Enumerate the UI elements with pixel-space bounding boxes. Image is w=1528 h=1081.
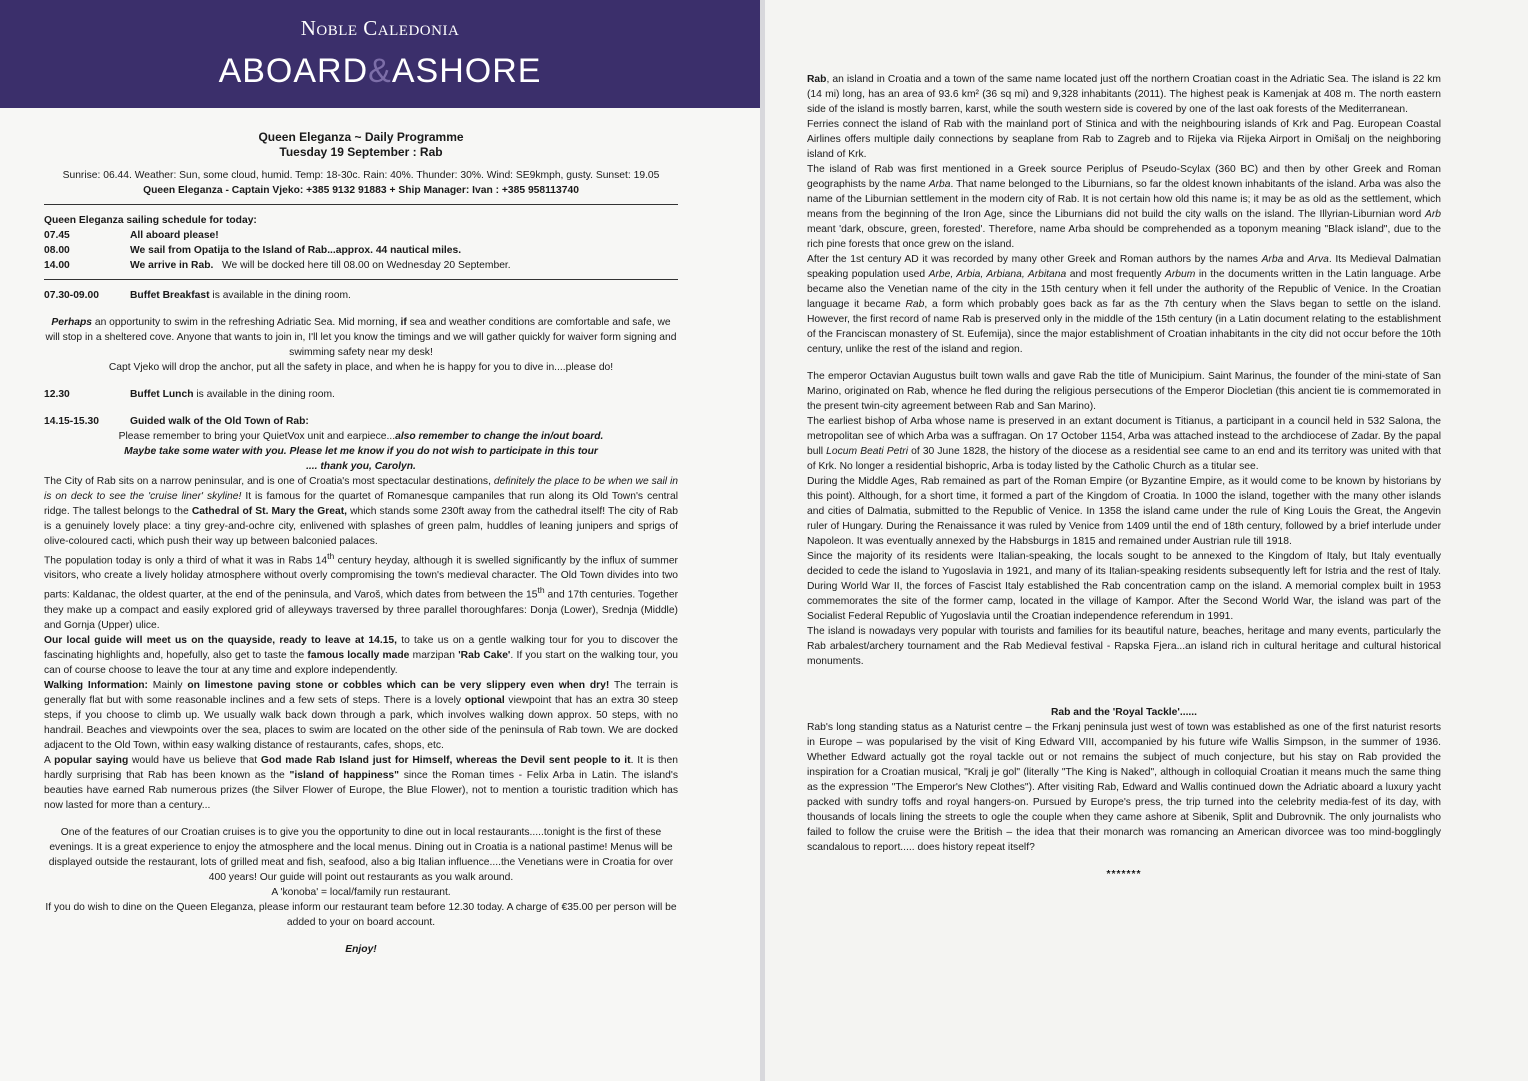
walk-water-note: Maybe take some water with you. Please let me know if you do not wish to participate in this tour bbox=[124, 446, 598, 457]
konoba-note: A 'konoba' = local/family run restaurant. bbox=[271, 886, 451, 898]
anchor-note: Capt Vjeko will drop the anchor, put all the safety in place, and when he is happy for you to dive in....please do! bbox=[108, 362, 614, 373]
latin-names-paragraph: After the 1st century AD it was recorded by many other Greek and Roman authors by the names Arba and Arva. Its Medieval Dalmatian speaking population used Arbe, Arbia, Arbiana, Arbitana and most frequently Arbum in the documents written in the Latin language. Arbe became also the Venetian name of the city in the 15th century when it fell under the authority of the Republic of Venice. In the Croatian language it became Rab, a form which probably goes back as far as the 7th century when the Slavs began to settle on the island. However, the first record of name Rab is preserved only in the middle of the 15th century (in a Latin document relating to the establishment of the Franciscan monastery of St. Eufemija), since the major establishment of Croatian inhabitants in the city did not occur before the 10th century, unlike the rest of the island and region. bbox=[807, 254, 1442, 355]
ferries-paragraph: Ferries connect the island of Rab with the mainland port of Stinica and with the neighbouring islands of Krk and Pag. European Coastal Airlines offers multiple daily connections by seaplane from Rab to Zagreb and to Rijeka via Rijeka Airport in Omišalj on the neighboring island of Krk. bbox=[807, 119, 1441, 160]
masthead-title: ABOARD&ASHORE bbox=[218, 52, 542, 90]
sailing-heading: Queen Eleganza sailing schedule for today: bbox=[44, 215, 257, 226]
right-content bbox=[807, 72, 1441, 882]
onboard-dining-note: If you do wish to dine on the Queen Eleganza, please inform our restaurant team before 12.30 today. A charge of €35.00 per person will be added to your on board account. bbox=[45, 901, 677, 928]
brand-name: Noble Caledonia bbox=[300, 16, 460, 40]
tourism-paragraph: The island is nowadays very popular with tourists and families for its beautiful nature, beaches, heritage and many events, particularly the Rab arbalest/archery tournament and the Rab Medieval festival - Rapska Fjera...an island rich in cultural heritage and cultural historical monuments. bbox=[807, 626, 1441, 667]
schedule-row: 14.00 We arrive in Rab. We will be docked here till 08.00 on Wednesday 20 September. bbox=[44, 260, 511, 271]
schedule-row: 08.00 We sail from Opatija to the Island of Rab...approx. 44 nautical miles. bbox=[44, 245, 462, 256]
left-page bbox=[0, 0, 760, 1081]
royal-tackle-paragraph: Rab's long standing status as a Naturist centre – the Frkanj peninsula just west of town was established as one of the first naturist resorts in Europe – was popularised by the visit of King Edward VIII, accompanied by his future wife Wallis Simpson, in the summer of 1936. Whether Edward actually got the royal tackle out or not remains the subject of much conjecture, but his stay on Rab provided the inspiration for a Croatian musical, "Kralj je gol" (literally "The King is Naked", although in colloquial Croatian it means much the same thing as the expression "The Emperor's New Clothes"). After visiting Rab, Edward and Wallis continued down the Adriatic aboard a luxury yacht packed with sundry toffs and royal hangers-on. Pursued by Europe's press, the trip turned into the celebrity media-fest of its day, with thousands of locals lining the streets to ogle the couple when they came ashore at Sibenik, Split and Dubrovnik. The only journalists who failed to follow the cruise were the British – the idea that their monarch was romancing an American divorcee was too mind-bogglingly scandalous to report..... does history repeat itself? bbox=[807, 722, 1441, 853]
rab-intro-paragraph: Rab, an island in Croatia and a town of the same name located just off the northern Croatian coast in the Adriatic Sea. The island is 22 km (14 mi) long, has an area of 93.6 km² (36 sq mi) and 9,328 inhabitants (2011). The highest peak is Kamenjak at 408 m. The north eastern side of the island is mostly barren, karst, while the south western side is covered by one of the last oak forests of the Mediterranean. bbox=[807, 74, 1441, 115]
weather-line: Sunrise: 06.44. Weather: Sun, some cloud, humid. Temp: 18-30c. Rain: 40%. Thunder: 30%. Wind: SE9kmph, gusty. Sunset: 19.05 bbox=[62, 170, 660, 181]
lunch-row: 12.30 Buffet Lunch is available in the dining room. bbox=[44, 389, 335, 400]
guide-paragraph: Our local guide will meet us on the quayside, ready to leave at 14.15, to take us on a gentle walking tour for you to discover the fascinating highlights and, hopefully, also get to taste the famous locally made marzipan 'Rab Cake'. If you start on the walking tour, you can of course choose to leave the tour at any time and explore independently. bbox=[44, 634, 679, 676]
end-stars: ******* bbox=[1106, 869, 1142, 880]
saying-paragraph: A popular saying would have us believe that God made Rab Island just for Himself, whereas the Devil sent people to it. It is then hardly surprising that Rab has been known as the "island of happiness" since the Roman times - Felix Arba in Latin. The island's beauties have earned Rab numerous prizes (the Silver Flower of Europe, the Blue Flower), not to mention a touristic tradition which has now lasted for more than a century... bbox=[44, 754, 678, 811]
left-content bbox=[44, 130, 678, 957]
walking-info-paragraph: Walking Information: Mainly on limestone paving stone or cobbles which can be very slippery even when dry! The terrain is generally flat but with some reasonable inclines and a few sets of steps. There is a lovely optional viewpoint that has an extra 30 steep steps, if you choose to climb up. We usually walk back down through a park, which involves walking down approx. 50 steps, with no handrail. Beaches and viewpoints over the sea, places to swim are located on the other side of the peninsula of Rab town. We are docked adjacent to the Old Town, within easy walking distance of restaurants, cafes, shops, etc. bbox=[44, 679, 678, 751]
schedule-row: 07.45 All aboard please! bbox=[44, 230, 219, 241]
swim-paragraph: Perhaps an opportunity to swim in the refreshing Adriatic Sea. Mid morning, if sea and weather conditions are comfortable and safe, we will stop in a sheltered cove. Anyone that wants to join in, I'll let you know the timings and we will gather quickly for waiver form signing and swimming safety near my desk! bbox=[45, 317, 677, 358]
right-page bbox=[765, 0, 1528, 1081]
population-paragraph: The population today is only a third of what it was in Rabs 14th century heyday, although it is swelled significantly by the influx of summer visitors, who create a lively holiday atmosphere without overly compromising the town's medieval character. The Old Town divides into two parts: Kaldanac, the oldest quarter, at the end of the peninsula, and Varoš, which dates from between the 15th and 17th centuries. Together they make up a compact and easily explored grid of alleyways traversed by three parallel thoroughfares: Donja (Lower), Srednja (Middle) and Gornja (Upper) ulice. bbox=[44, 551, 678, 631]
programme-date: Tuesday 19 September : Rab bbox=[279, 145, 443, 159]
enjoy-signoff: Enjoy! bbox=[345, 943, 377, 955]
programme-title: Queen Eleganza ~ Daily Programme bbox=[258, 130, 464, 144]
bishop-paragraph: The earliest bishop of Arba whose name is preserved in an extant document is Titianus, a participant in a council held in 532 Salona, the metropolitan see of which Arba was a suffragan. On 17 October 1154, Arba was attached instead to the archdiocese of Zadar. By the papal bull Locum Beati Petri of 30 June 1828, the history of the diocese as a residential see came to an end and its territory was united with that of Krk. No longer a residential bishopric, Arba is today listed by the Catholic Church as a titular see. bbox=[807, 416, 1441, 472]
name-history-paragraph: The island of Rab was first mentioned in a Greek source Periplus of Pseudo-Scylax (360 BC) and then by other Greek and Roman geographists by the name Arba. That name belonged to the Liburnians, so far the oldest known inhabitants of the island. Arba was also the name of the Liburnian settlement in the modern city of Rab. It is not certain how old this name is; it may be as old as the settlement, which means from the beginning of the Iron Age, since the Liburnians did not build the city walls on the island. The Illyrian-Liburnian word Arb meant 'dark, obscure, green, forested'. Therefore, name Arba should be comprehended as a toponym meaning "Black island", due to the rich pine forests that once grew on the island. bbox=[807, 164, 1442, 250]
walk-row: 14.15-15.30 Guided walk of the Old Town of Rab: bbox=[44, 416, 309, 427]
augustus-paragraph: The emperor Octavian Augustus built town walls and gave Rab the title of Municipium. Saint Marinus, the founder of the mini-state of San Marino, originated on Rab, whence he fled during the religious persecutions of the Emperor Diocletian (this ancient tie is commemorated in the present twin-city agreement between Rab and San Marino). bbox=[807, 371, 1441, 412]
captain-contacts: Queen Eleganza - Captain Vjeko: +385 9132 91883 + Ship Manager: Ivan : +385 958113740 bbox=[143, 185, 579, 196]
italy-paragraph: Since the majority of its residents were Italian-speaking, the locals sought to be annexed to the Kingdom of Italy, but Italy eventually decided to cede the island to Yugoslavia in 1921, and many of its Italian-speaking residents subsequently left for Istria and the rest of Italy. During World War II, the forces of Fascist Italy established the Rab concentration camp on the island. A memorial complex built in 1953 commemorates the site of the former camp, located in the village of Kampor. After the Second World War, the island was part of the Socialist Federal Republic of Yugoslavia until the Croatian independence referendum in 1991. bbox=[807, 551, 1441, 622]
divider bbox=[44, 279, 678, 280]
divider bbox=[44, 204, 678, 205]
masthead-banner bbox=[0, 0, 760, 108]
walk-thanks: .... thank you, Carolyn. bbox=[306, 461, 416, 472]
royal-tackle-heading: Rab and the 'Royal Tackle'...... bbox=[1050, 707, 1198, 718]
walk-reminder: Please remember to bring your QuietVox unit and earpiece...also remember to change the in/out board. bbox=[118, 431, 604, 442]
middle-ages-paragraph: During the Middle Ages, Rab remained as part of the Roman Empire (or Byzantine Empire, as it would come to be known by historians by this point). Although, for a short time, it formed a part of the Kingdom of Croatia. In 1000 the island, together with the many other islands and cities of Dalmatia, submitted to the Republic of Venice. In 1358 the island came under the rule of King Louis the Great, the Angevin ruler of Hungary. During the Renaissance it was ruled by Venice from 1409 until the end of 18th century, followed by a brief interlude under Napoleon. It was eventually annexed by the Habsburgs in 1815 and remained under Austrian rule till 1918. bbox=[807, 476, 1441, 547]
breakfast-row: 07.30-09.00 Buffet Breakfast is available in the dining room. bbox=[44, 290, 351, 301]
dining-paragraph: One of the features of our Croatian cruises is to give you the opportunity to dine out in local restaurants.....tonight is the first of these evenings. It is a great experience to enjoy the atmosphere and the local menus. Dining out in Croatia is a national pastime! Menus will be displayed outside the restaurant, lots of grilled meat and fish, seafood, also a big Italian influence....the Venetians were in Croatia for over 400 years! Our guide will point out restaurants as you walk around. bbox=[48, 826, 674, 883]
city-paragraph: The City of Rab sits on a narrow peninsular, and is one of Croatia's most spectacular destinations, definitely the place to be when we sail in is on deck to see the 'cruise liner' skyline! It is famous for the quartet of Romanesque campaniles that run along its Old Town's central ridge. The tallest belongs to the Cathedral of St. Mary the Great, which stands some 230ft away from the cathedral itself! The city of Rab is a genuinely lovely place: a tiny grey-and-ochre city, enlivened with splashes of green palm, huddles of leaning junipers and sprigs of olive-coloured cacti, which push their way up between balconied palaces. bbox=[44, 476, 678, 547]
